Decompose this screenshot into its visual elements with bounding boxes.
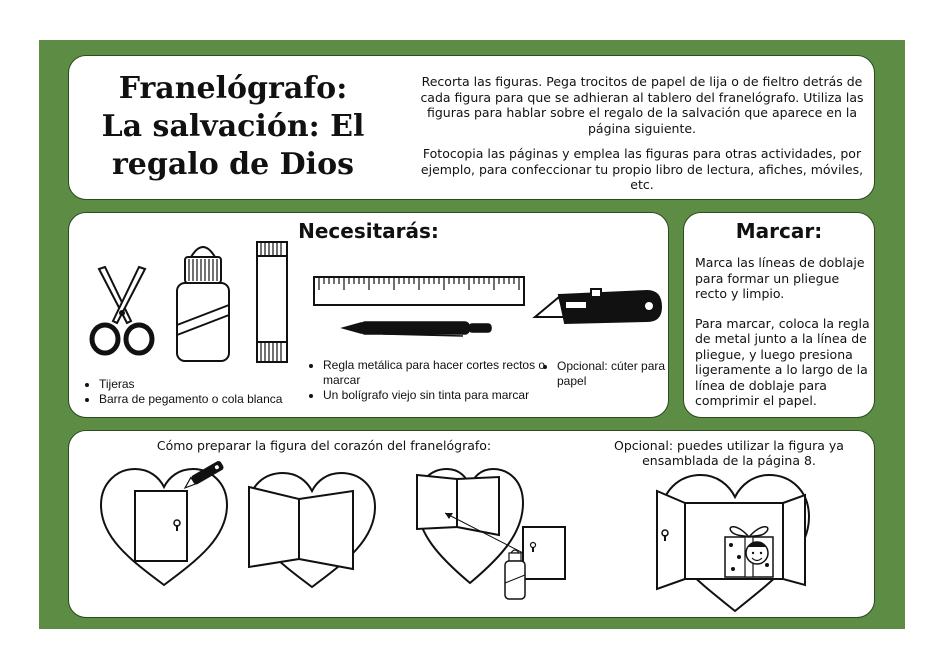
intro-text [417, 74, 867, 203]
materials-list-ruler [307, 358, 563, 403]
scoring-paragraph-2: Para marcar, coloca la regla de metal junto a la línea de pliegue, y luego presiona ligeramente a lo largo de la línea de doblaje para comprimir el papel. [695, 315, 870, 408]
heart-step-1 [99, 467, 229, 587]
heart-step-3 [415, 467, 575, 607]
list-item: • Opcional: cúter para papel [557, 359, 677, 389]
glue-stick-icon [255, 240, 289, 364]
materials-title: Necesitarás: [298, 219, 439, 243]
scoring-text [695, 255, 871, 423]
optional-caption: Opcional: puedes utilizar la figura ya ensamblada de la página 8. [614, 438, 844, 468]
heart-instructions-card [68, 430, 875, 618]
scoring-card [683, 212, 875, 418]
list-item: • Un bolígrafo viejo sin tinta para marcar [323, 388, 563, 403]
intro-paragraph-1: Recorta las figuras. Pega trocitos de papel de lija o de fieltro detrás de cada figura para que se adhieran al tablero del franelógrafo. Utiliza las figuras para hablar sobre el regalo de la salvación que aparece en la página siguiente. [420, 74, 864, 136]
list-item: • Tijeras [99, 377, 319, 392]
scissors-icon [87, 265, 157, 357]
page-title [89, 70, 377, 184]
list-item: • Barra de pegamento o cola blanca [99, 392, 319, 407]
prepare-caption: Cómo preparar la figura del corazón del franelógrafo: [156, 438, 492, 453]
title-line-2: La salvación: El [101, 109, 365, 144]
title-line-1: Franelógrafo: [118, 71, 348, 106]
ruler-icon [313, 276, 525, 306]
heart-step-2 [247, 471, 377, 589]
pen-icon [343, 317, 493, 339]
header-card [68, 55, 875, 200]
scoring-title: Marcar: [735, 219, 823, 243]
intro-paragraph-2: Fotocopia las páginas y emplea las figuras para otras actividades, por ejemplo, para confeccionar tu propio libro de lectura, afiches, móviles, etc. [420, 146, 864, 192]
materials-list-basic [83, 377, 319, 407]
cutter-icon [535, 287, 663, 331]
glue-bottle-icon [173, 239, 233, 365]
heart-assembled [655, 467, 815, 615]
title-line-3: regalo de Dios [112, 147, 354, 182]
materials-list-optional [541, 359, 677, 389]
scoring-paragraph-1: Marca las líneas de doblaje para formar un pliegue recto y limpio. [695, 255, 865, 301]
materials-card [68, 212, 669, 418]
list-item: • Regla metálica para hacer cortes rectos o marcar [323, 358, 563, 388]
